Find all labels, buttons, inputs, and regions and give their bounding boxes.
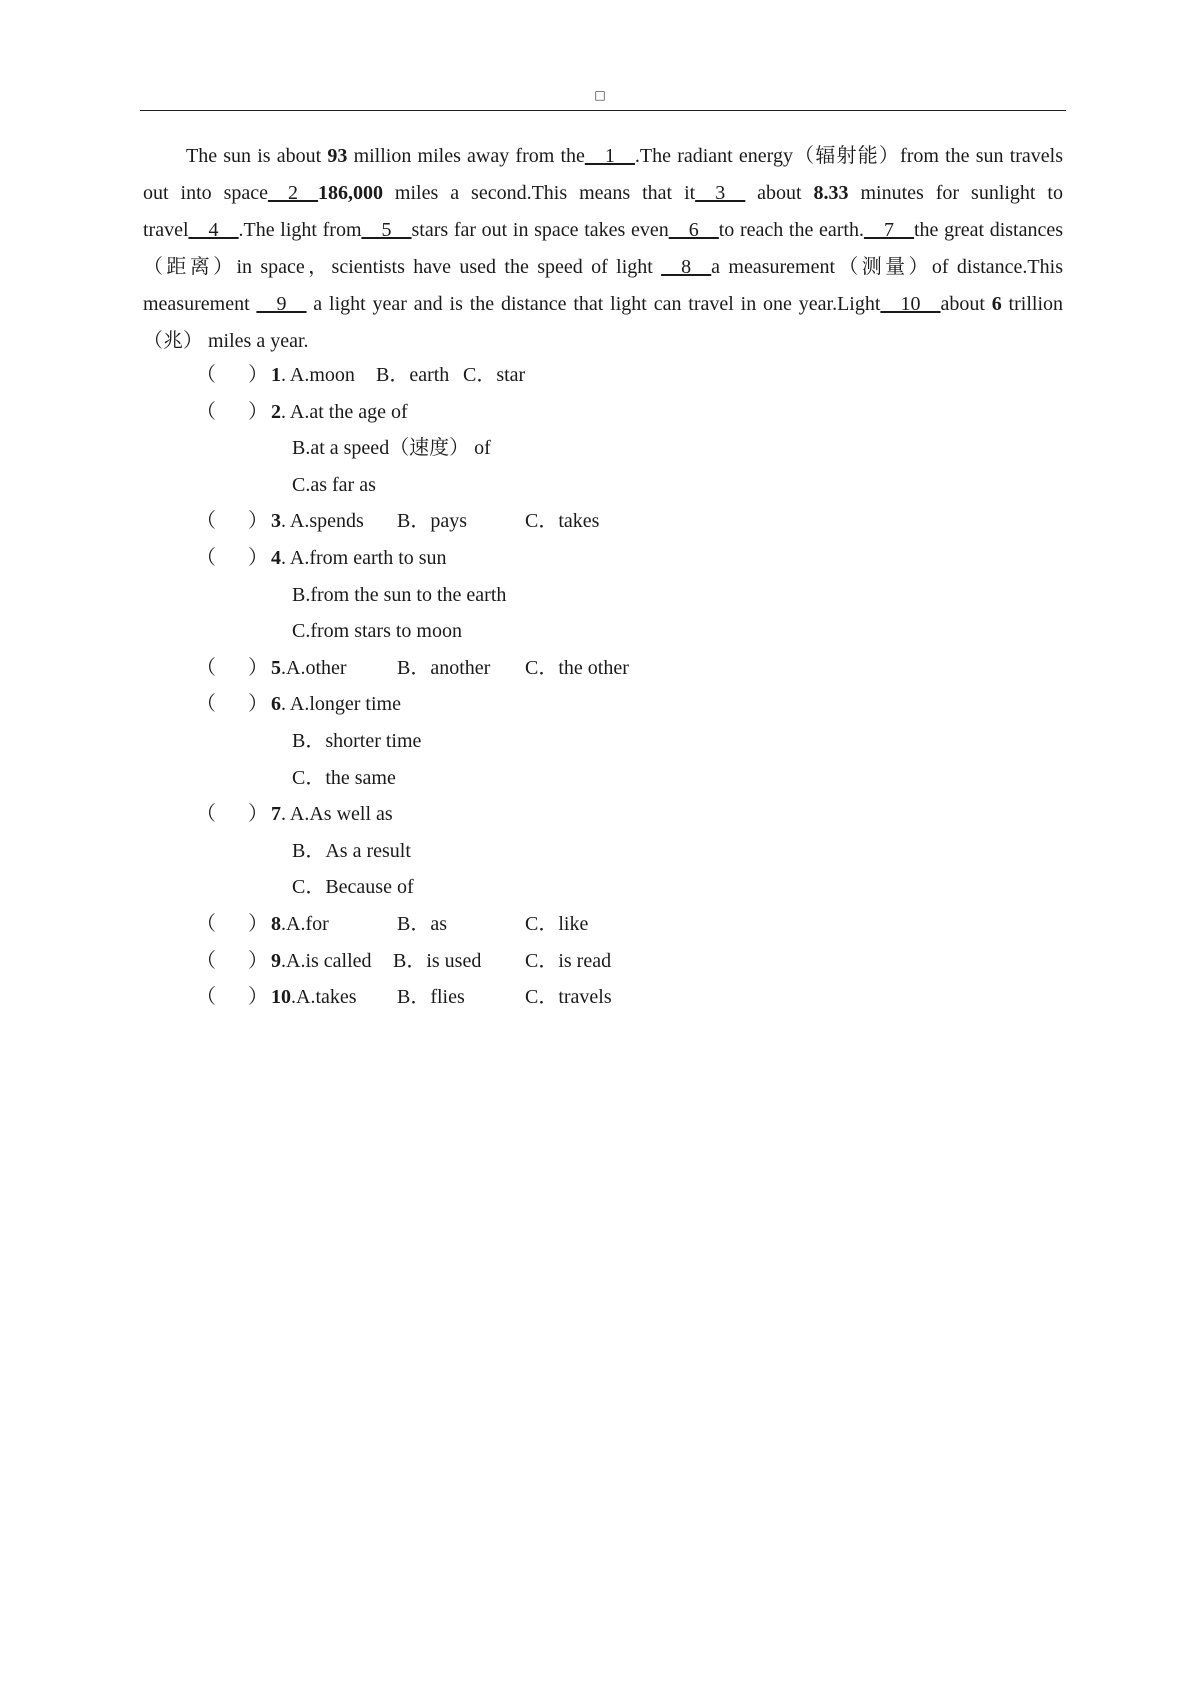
question-number: 6 (271, 693, 281, 716)
question-number: 5 (271, 656, 281, 679)
option-b: B．shorter time (292, 729, 422, 752)
blank-4: __4__ (188, 219, 239, 241)
option-b: B．flies (397, 986, 465, 1009)
option-a: .A.other (281, 656, 347, 679)
option-a: .A.for (281, 912, 329, 935)
passage-text: The sun is about (186, 145, 328, 167)
option-c: C．travels (525, 986, 612, 1009)
answer-paren-open[interactable]: （ (196, 546, 216, 569)
question-number: 2 (271, 400, 281, 423)
question-number: 3 (271, 510, 281, 533)
passage-text: a measurement（测量）of distance.This measurement (143, 256, 1063, 315)
reading-passage (143, 138, 1063, 360)
option-a: . A.at the age of (281, 400, 408, 423)
question-number: 9 (271, 949, 281, 972)
answer-paren-open[interactable]: （ (196, 986, 216, 1009)
passage-number: 6 (991, 293, 1002, 315)
answer-paren-close: ） (248, 803, 268, 826)
blank-2: __2__ (267, 182, 318, 204)
blank-8: __8__ (661, 256, 712, 278)
answer-paren-open[interactable]: （ (196, 510, 216, 533)
blank-5: __5__ (361, 219, 412, 241)
option-c: C．takes (525, 510, 600, 533)
answer-paren-open[interactable]: （ (196, 912, 216, 935)
option-b: B．earth (376, 364, 450, 386)
answer-paren-open[interactable]: （ (196, 364, 216, 386)
question-number: 7 (271, 803, 281, 826)
passage-text: stars far out in space takes even (411, 219, 669, 241)
option-c: C.from stars to moon (292, 620, 462, 643)
blank-7: __7__ (863, 219, 914, 241)
answer-paren-close: ） (248, 693, 268, 716)
answer-paren-open[interactable]: （ (196, 656, 216, 679)
answer-paren-close: ） (248, 949, 268, 972)
option-a: . A.spends (281, 510, 364, 533)
option-c: C．star (463, 364, 526, 386)
question-number: 8 (271, 912, 281, 935)
passage-number: 93 (327, 145, 348, 167)
option-c: C．is read (525, 949, 612, 972)
answer-paren-close: ） (248, 364, 268, 386)
blank-1: __1__ (584, 145, 635, 167)
blank-6: __6__ (668, 219, 719, 241)
option-c: C．like (525, 912, 589, 935)
option-a: . A.moon (281, 364, 355, 386)
passage-text: .The radiant energy（辐射能）from the sun travels out into space (143, 145, 1064, 204)
answer-paren-open[interactable]: （ (196, 693, 216, 716)
answer-paren-close: ） (248, 656, 268, 679)
option-b: B．As a result (292, 839, 411, 862)
passage-number: 186,000 (317, 182, 383, 204)
question-number: 1 (271, 364, 281, 386)
option-b: B．as (397, 912, 447, 935)
answer-paren-close: ） (248, 912, 268, 935)
passage-text: minutes for sunlight to travel (143, 182, 1063, 241)
blank-9: __9__ (256, 293, 307, 315)
option-c: C．Because of (292, 876, 414, 899)
header-divider (140, 110, 1066, 111)
answer-paren-close: ） (248, 986, 268, 1009)
option-c: C.as far as (292, 473, 376, 496)
passage-number: 8.33 (813, 182, 849, 204)
option-a: . A.As well as (281, 803, 393, 826)
option-c: C．the other (525, 656, 629, 679)
passage-text: million miles away from the (347, 145, 585, 167)
passage-text: .The light from (238, 219, 362, 241)
passage-text: miles a second.This means that it (382, 182, 696, 204)
answer-paren-close: ） (248, 400, 268, 423)
passage-text: about (940, 293, 992, 315)
blank-10: __10__ (880, 293, 941, 315)
question-number: 10 (271, 986, 291, 1009)
answer-paren-close: ） (248, 546, 268, 569)
answer-paren-open[interactable]: （ (196, 400, 216, 423)
option-b: B.from the sun to the earth (292, 583, 507, 606)
passage-text: the great distances（距离）in space，scientists have used the speed of light (143, 219, 1064, 278)
option-a: .A.takes (291, 986, 357, 1009)
passage-text: about (745, 182, 814, 204)
option-b: B.at a speed（速度） of (292, 437, 491, 460)
passage-text: trillion（兆） miles a year. (143, 293, 1064, 352)
blank-3: __3__ (695, 182, 746, 204)
passage-text: a light year and is the distance that light can travel in one year.Light (306, 293, 881, 315)
option-a: . A.longer time (281, 693, 401, 716)
question-number: 4 (271, 546, 281, 569)
option-a: .A.is called (281, 949, 372, 972)
passage-text: to reach the earth. (718, 219, 864, 241)
option-b: B．is used (393, 949, 482, 972)
option-c: C．the same (292, 766, 396, 789)
answer-paren-open[interactable]: （ (196, 803, 216, 826)
answer-paren-close: ） (248, 510, 268, 533)
option-a: . A.from earth to sun (281, 546, 447, 569)
option-b: B．another (397, 656, 491, 679)
header-mark: □ (594, 88, 606, 102)
answer-paren-open[interactable]: （ (196, 949, 216, 972)
option-b: B．pays (397, 510, 467, 533)
